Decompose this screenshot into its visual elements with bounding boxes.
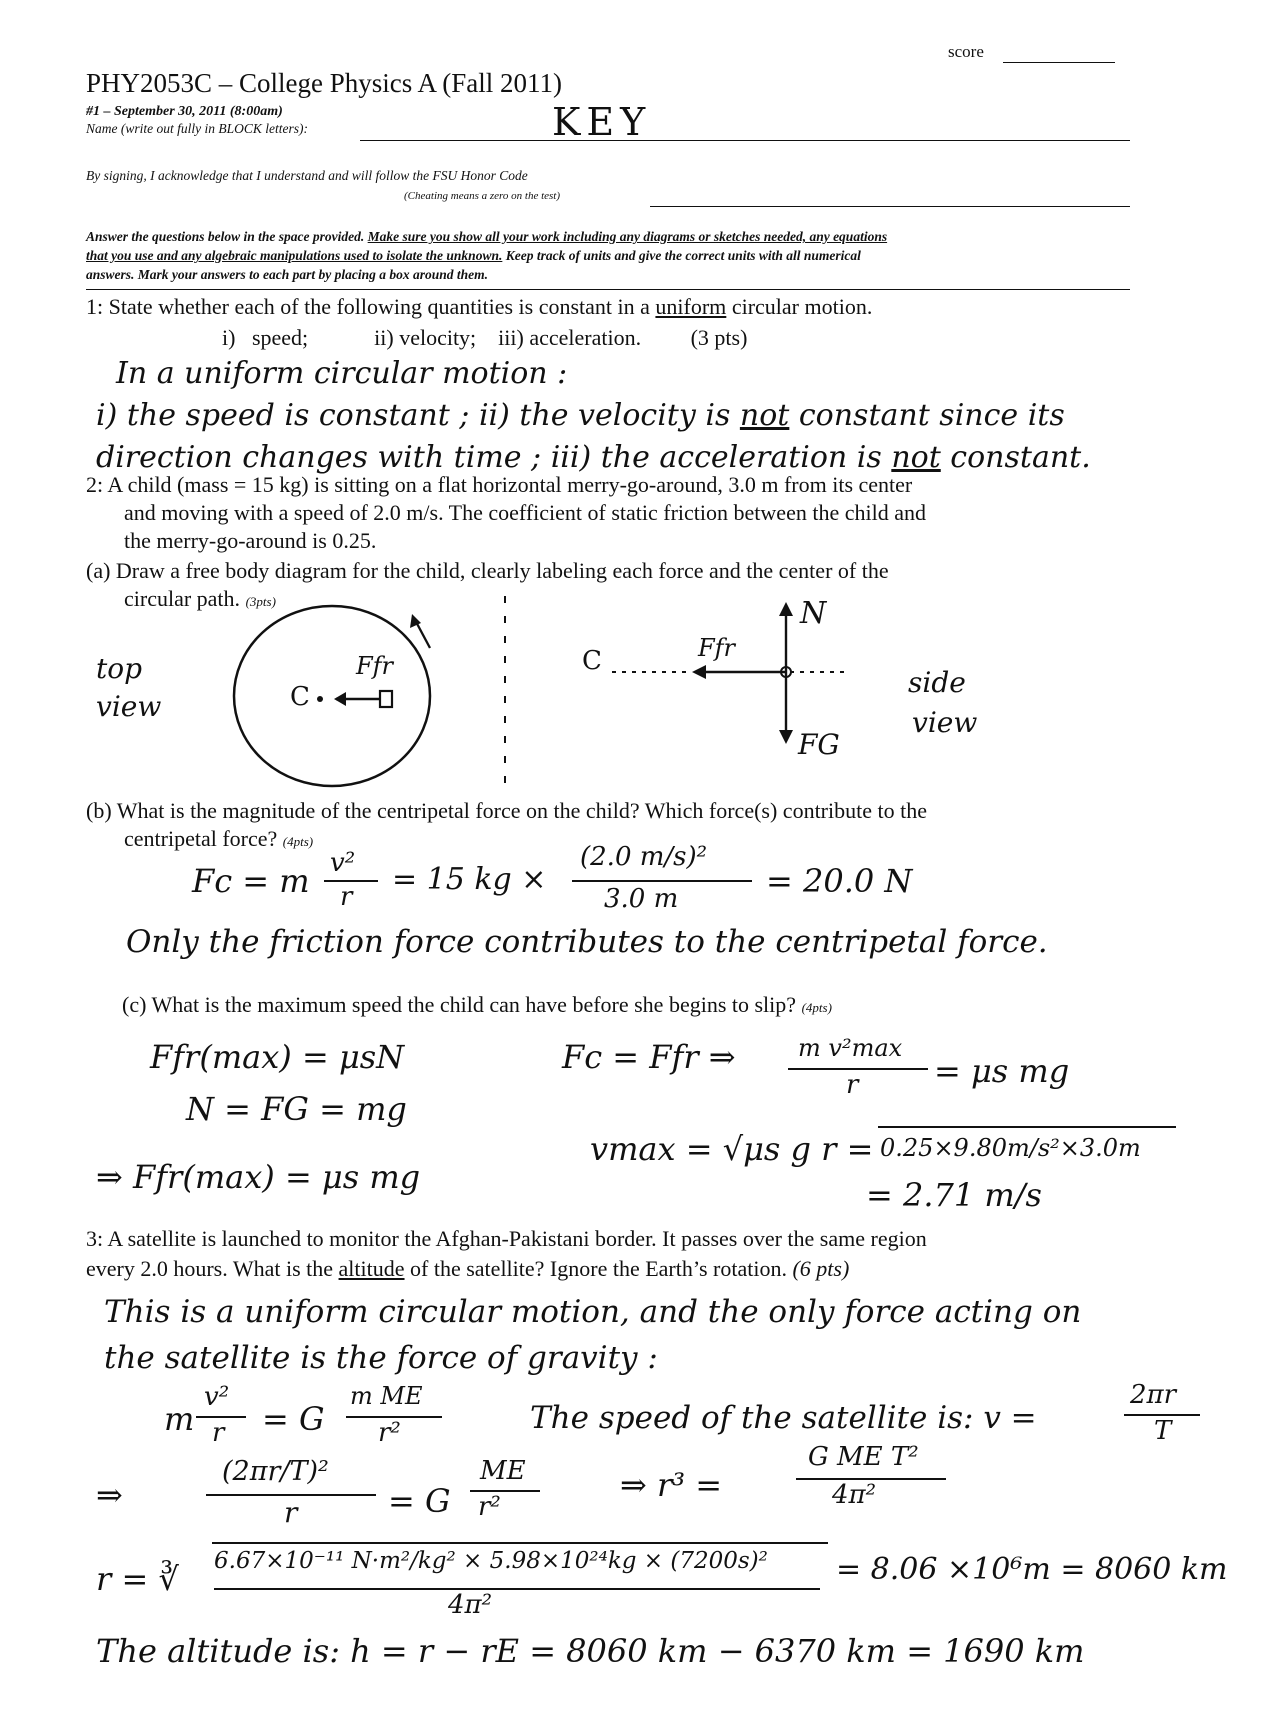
q3-eq2-num2: ME (480, 1456, 526, 1486)
q3-eq2-den3: 4π² (832, 1480, 877, 1510)
q3-eq1-den3: T (1154, 1416, 1172, 1446)
q2b-eq-left: Fc = m (192, 862, 310, 900)
q3-eq1-num: v² (204, 1382, 230, 1412)
instructions-rule (86, 289, 1130, 290)
q3-eq1-den: r (212, 1418, 225, 1448)
q2-prompt-1: 2: A child (mass = 15 kg) is sitting on a flat horizontal merry-go-around, 3.0 m from its center (86, 472, 913, 497)
honor-line: By signing, I acknowledge that I understand and will follow the FSU Honor Code (86, 168, 528, 183)
q2-prompt-3: the merry-go-around is 0.25. (124, 528, 377, 553)
q1-items: i) speed; ii) velocity; iii) acceleration. (3 pts) (222, 325, 748, 350)
course-title: PHY2053C – College Physics A (Fall 2011) (86, 68, 563, 98)
q3-eq1-num2: m ME (350, 1382, 423, 1410)
q2b-frac1-num: v² (330, 848, 356, 878)
q2c-right-1b: = μs mg (934, 1052, 1070, 1090)
q2c-root-bar (878, 1126, 1176, 1128)
q2c-right-1-den: r (846, 1070, 859, 1100)
name-line (360, 140, 1130, 141)
q3-eq3-root-bar (212, 1542, 828, 1544)
q2b-answer: Only the friction force contributes to the centripetal force. (126, 924, 1048, 960)
instructions-line-1: Answer the questions below in the space provided. Make sure you show all your work including any diagrams or sketches needed, any equations (86, 229, 888, 244)
side-view-label: side (908, 666, 966, 699)
q3-answer-1: This is a uniform circular motion, and the only force acting on (104, 1294, 1082, 1330)
side-view-label-2: view (912, 706, 978, 739)
q3-eq1-eq: = G (262, 1400, 325, 1438)
q2b-frac2-den: 3.0 m (604, 884, 679, 914)
q3-eq2-text: ⇒ r³ = (620, 1466, 723, 1504)
q2c-right-3: = 2.71 m/s (866, 1176, 1042, 1214)
q1-answer-2: i) the speed is constant ; ii) the velocity is not constant since its (96, 398, 1065, 433)
gravity-force-label: FG (798, 728, 840, 761)
q2c-right-2-root: 0.25×9.80m/s²×3.0m (880, 1134, 1141, 1162)
name-label: Name (write out fully in BLOCK letters): (86, 121, 308, 136)
q3-prompt-2: every 2.0 hours. What is the altitude of the satellite? Ignore the Earth’s rotation. (6 pts) (86, 1256, 850, 1281)
q3-eq2-num: (2πr/T)² (222, 1456, 329, 1487)
signature-line (650, 206, 1130, 207)
center-label-top: C (290, 682, 310, 712)
q2b-frac1-den: r (340, 882, 353, 912)
q2c-left-3: ⇒ Ffr(max) = μs mg (96, 1158, 421, 1196)
q3-eq2-eq: = G (388, 1482, 451, 1520)
score-label: score (948, 42, 984, 61)
q2b-frac2-bar (572, 880, 752, 882)
q3-final-answer: The altitude is: h = r − rE = 8060 km − 6370 km = 1690 km (96, 1632, 1085, 1670)
friction-label-side: Ffr (698, 634, 736, 662)
instructions-line-2: that you use and any algebraic manipulations used to isolate the unknown. Keep track of units and give the correct units with all numerical (86, 248, 861, 263)
q2-prompt-2: and moving with a speed of 2.0 m/s. The coefficient of static friction between the child and (124, 500, 926, 525)
q3-eq1-m: m (164, 1400, 195, 1438)
top-view-label-2: view (96, 690, 162, 723)
q3-eq1-num3: 2πr (1130, 1380, 1177, 1410)
exam-line: #1 – September 30, 2011 (8:00am) (86, 104, 283, 119)
q2a-prompt-2: circular path. (3pts) (124, 586, 276, 611)
score-line (1003, 62, 1115, 63)
q2c-right-1a: Fc = Ffr ⇒ (562, 1038, 736, 1076)
q2a-prompt-1: (a) Draw a free body diagram for the child, clearly labeling each force and the center of the (86, 558, 889, 583)
q3-answer-2: the satellite is the force of gravity : (104, 1340, 658, 1376)
center-dot-top (317, 696, 323, 702)
name-value: KEY (552, 100, 652, 144)
q2b-prompt-2: centripetal force? (4pts) (124, 826, 314, 851)
free-body-diagram (0, 590, 1280, 800)
top-view-label: top (96, 652, 143, 685)
q2b-prompt-1: (b) What is the magnitude of the centripetal force on the child? Which force(s) contribute to the (86, 798, 927, 823)
friction-label-top: Ffr (356, 652, 394, 680)
q3-eq3-root: r = ∛ (96, 1560, 179, 1598)
cheating-note: (Cheating means a zero on the test) (404, 190, 561, 202)
center-label-side: C (582, 646, 602, 676)
q2c-prompt: (c) What is the maximum speed the child can have before she begins to slip? (4pts) (122, 992, 832, 1017)
q3-eq3-den: 4π² (448, 1590, 493, 1620)
q3-eq2-num3: G ME T² (808, 1442, 919, 1472)
normal-force-label: N (800, 596, 827, 631)
circular-path (234, 606, 430, 786)
q3-eq1-text: The speed of the satellite is: v = (530, 1400, 1037, 1436)
q1-answer-3: direction changes with time ; iii) the acceleration is not constant. (96, 440, 1091, 475)
q3-eq3-bar (214, 1588, 820, 1590)
q3-eq2-den2: r² (478, 1492, 501, 1522)
q2c-left-1: Ffr(max) = μsN (150, 1038, 405, 1076)
q3-eq2-den: r (284, 1496, 298, 1529)
q2b-result: = 20.0 N (766, 862, 913, 900)
q2b-frac2-num: (2.0 m/s)² (580, 842, 708, 872)
q3-eq1-den2: r² (378, 1418, 401, 1448)
q3-eq3-num: 6.67×10⁻¹¹ N·m²/kg² × 5.98×10²⁴kg × (7200s)² (214, 1548, 768, 1574)
instructions-line-3: answers. Mark your answers to each part by placing a box around them. (86, 267, 489, 282)
q2c-left-2: N = FG = mg (186, 1090, 407, 1128)
q1-answer-1: In a uniform circular motion : (116, 356, 568, 391)
q2c-right-2a: vmax = √μs g r = (590, 1130, 874, 1168)
q1-prompt: 1: State whether each of the following quantities is constant in a uniform circular motion. (86, 294, 873, 319)
q2c-right-1-num: m v²max (798, 1034, 903, 1062)
q3-eq3-result: = 8.06 ×10⁶m = 8060 km (836, 1552, 1228, 1587)
child-box-top (380, 691, 392, 707)
q2b-eq-mid: = 15 kg × (392, 862, 547, 897)
q3-eq2-arrow: ⇒ (96, 1476, 123, 1514)
q3-prompt-1: 3: A satellite is launched to monitor the Afghan-Pakistani border. It passes over the same region (86, 1226, 927, 1251)
